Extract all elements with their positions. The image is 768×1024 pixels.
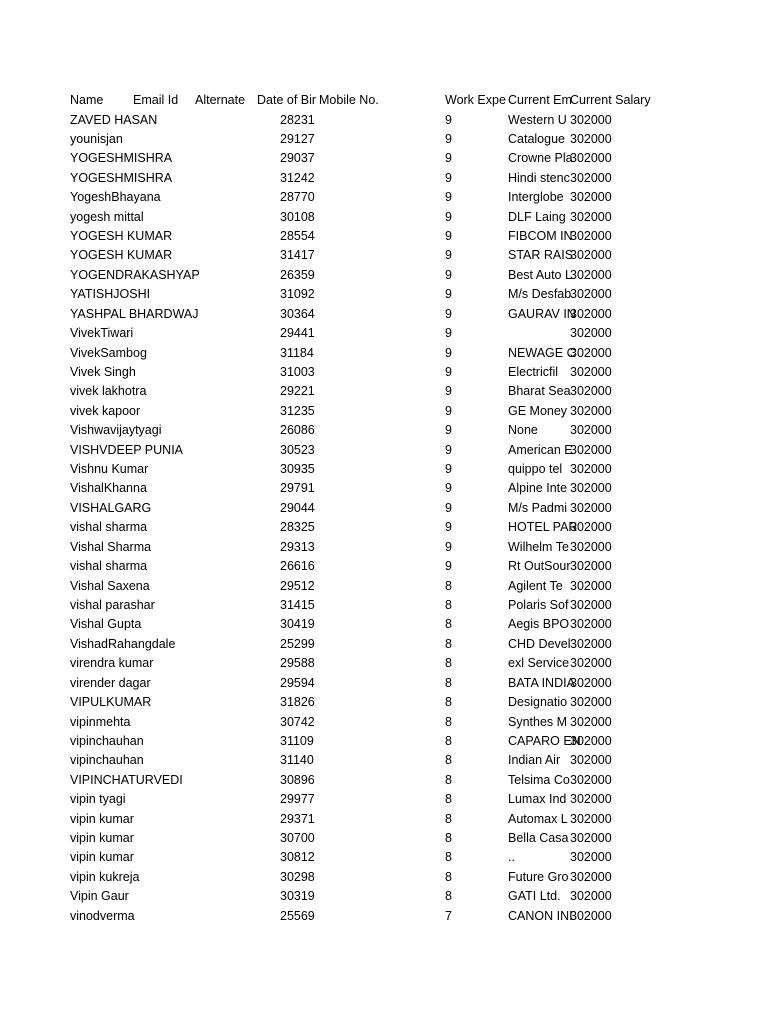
cell-name: VISHALGARG xyxy=(70,500,152,515)
cell-salary: 302000 xyxy=(570,889,612,904)
column-header-dob: Date of Bir xyxy=(257,93,317,107)
cell-name: YOGENDRAKASHYAP xyxy=(70,267,200,282)
cell-employer: Western U xyxy=(508,112,567,127)
table-row xyxy=(0,130,768,149)
cell-salary: 302000 xyxy=(570,384,612,399)
cell-salary: 302000 xyxy=(570,636,612,651)
cell-experience: 9 xyxy=(445,423,452,438)
table-row xyxy=(0,577,768,596)
cell-name: VishadRahangdale xyxy=(70,636,176,651)
cell-experience: 9 xyxy=(445,481,452,496)
cell-salary: 302000 xyxy=(570,772,612,787)
cell-dob: 30935 xyxy=(280,462,315,477)
cell-employer: M/s Desfab xyxy=(508,287,572,302)
table-row xyxy=(0,169,768,188)
cell-salary: 302000 xyxy=(570,559,612,574)
table-row xyxy=(0,693,768,712)
table-row xyxy=(0,635,768,654)
cell-salary: 302000 xyxy=(570,869,612,884)
cell-name: younisjan xyxy=(70,131,123,146)
cell-employer: Rt OutSour xyxy=(508,559,571,574)
cell-dob: 29371 xyxy=(280,811,315,826)
table-row xyxy=(0,596,768,615)
cell-name: vipin kukreja xyxy=(70,869,140,884)
cell-employer: Wilhelm Te xyxy=(508,539,569,554)
cell-dob: 31140 xyxy=(280,753,314,768)
column-header-salary: Current Salary xyxy=(570,93,651,107)
table-row xyxy=(0,285,768,304)
cell-salary: 302000 xyxy=(570,908,612,923)
cell-dob: 29127 xyxy=(280,131,315,146)
cell-salary: 302000 xyxy=(570,520,612,535)
cell-employer: STAR RAIS xyxy=(508,248,574,263)
cell-experience: 8 xyxy=(445,578,452,593)
column-header-name: Name xyxy=(70,93,104,107)
cell-salary: 302000 xyxy=(570,267,612,282)
cell-dob: 30896 xyxy=(280,772,315,787)
cell-name: YATISHJOSHI xyxy=(70,287,151,302)
cell-employer: CAPARO EN xyxy=(508,733,581,748)
cell-dob: 29512 xyxy=(280,578,315,593)
cell-salary: 302000 xyxy=(570,539,612,554)
cell-experience: 9 xyxy=(445,520,452,535)
cell-experience: 8 xyxy=(445,831,452,846)
cell-salary: 302000 xyxy=(570,131,612,146)
cell-employer: HOTEL PAR xyxy=(508,520,578,535)
table-row xyxy=(0,518,768,537)
cell-experience: 8 xyxy=(445,889,452,904)
cell-salary: 302000 xyxy=(570,345,612,360)
cell-dob: 26616 xyxy=(280,559,315,574)
table-row xyxy=(0,382,768,401)
cell-salary: 302000 xyxy=(570,617,612,632)
cell-experience: 8 xyxy=(445,675,452,690)
cell-employer: quippo tel xyxy=(508,462,563,477)
cell-dob: 30419 xyxy=(280,617,315,632)
cell-experience: 8 xyxy=(445,656,452,671)
cell-name: vinodverma xyxy=(70,908,135,923)
table-row xyxy=(0,305,768,324)
cell-name: Vipin Gaur xyxy=(70,889,129,904)
cell-employer: Agilent Te xyxy=(508,578,563,593)
cell-name: yogesh mittal xyxy=(70,209,144,224)
cell-employer: Alpine Inte xyxy=(508,481,568,496)
table-row xyxy=(0,771,768,790)
cell-name: vivek lakhotra xyxy=(70,384,147,399)
cell-salary: 302000 xyxy=(570,598,612,612)
table-row xyxy=(0,363,768,382)
cell-salary: 302000 xyxy=(570,442,612,457)
cell-name: YOGESH KUMAR xyxy=(70,229,173,244)
cell-name: VISHVDEEP PUNIA xyxy=(70,442,184,457)
table-row xyxy=(0,324,768,343)
cell-dob: 29977 xyxy=(280,792,315,807)
cell-salary: 302000 xyxy=(570,481,612,496)
cell-employer: Best Auto L xyxy=(508,267,572,282)
cell-salary: 302000 xyxy=(570,462,612,477)
cell-name: vipinmehta xyxy=(70,714,131,729)
cell-dob: 26086 xyxy=(280,423,315,438)
cell-salary: 302000 xyxy=(570,287,612,302)
column-header-alternate: Alternate xyxy=(195,93,246,107)
cell-experience: 9 xyxy=(445,462,452,477)
cell-dob: 31003 xyxy=(280,364,315,379)
cell-experience: 9 xyxy=(445,151,452,166)
column-header-mobile: Mobile No. xyxy=(319,93,379,107)
table-row xyxy=(0,615,768,634)
cell-name: Vivek Singh xyxy=(70,364,136,379)
cell-employer: FIBCOM IN xyxy=(508,229,573,244)
cell-employer: exl Service xyxy=(508,656,570,671)
cell-dob: 31235 xyxy=(280,403,315,418)
cell-salary: 302000 xyxy=(570,326,612,341)
table-row xyxy=(0,751,768,770)
cell-experience: 9 xyxy=(445,112,452,127)
cell-experience: 7 xyxy=(445,908,452,923)
cell-name: Vishal Gupta xyxy=(70,617,142,632)
cell-experience: 8 xyxy=(445,733,452,748)
cell-experience: 9 xyxy=(445,287,452,302)
cell-name: YOGESHMISHRA xyxy=(70,170,173,185)
cell-experience: 8 xyxy=(445,792,452,807)
cell-dob: 31092 xyxy=(280,287,315,302)
cell-dob: 28325 xyxy=(280,520,315,535)
cell-salary: 302000 xyxy=(570,733,612,748)
cell-name: VIPINCHATURVEDI xyxy=(70,772,183,787)
cell-employer: Bharat Sea xyxy=(508,384,571,399)
table-row xyxy=(0,227,768,246)
cell-dob: 30812 xyxy=(280,850,315,865)
cell-dob: 30108 xyxy=(280,209,315,224)
cell-dob: 30298 xyxy=(280,869,315,884)
column-header-experience: Work Expe xyxy=(445,93,506,107)
cell-salary: 302000 xyxy=(570,695,612,710)
cell-employer: .. xyxy=(508,850,515,865)
cell-dob: 30523 xyxy=(280,442,315,457)
table-row xyxy=(0,402,768,421)
table-row xyxy=(0,557,768,576)
cell-dob: 28554 xyxy=(280,229,315,244)
cell-employer: NEWAGE C xyxy=(508,345,576,360)
cell-salary: 302000 xyxy=(570,306,612,321)
cell-dob: 30319 xyxy=(280,889,315,904)
cell-employer: BATA INDIA xyxy=(508,675,575,690)
cell-dob: 29313 xyxy=(280,539,315,554)
cell-name: vishal sharma xyxy=(70,520,148,535)
table-row xyxy=(0,421,768,440)
cell-dob: 31109 xyxy=(280,733,314,748)
cell-salary: 302000 xyxy=(570,170,612,185)
table-row xyxy=(0,848,768,867)
cell-salary: 302000 xyxy=(570,578,612,593)
cell-dob: 31417 xyxy=(280,248,315,263)
header-row xyxy=(0,91,768,110)
cell-employer: Catalogue xyxy=(508,131,565,146)
cell-employer: Synthes M xyxy=(508,714,568,729)
cell-employer: Automax L xyxy=(508,811,568,826)
cell-experience: 9 xyxy=(445,248,452,263)
cell-experience: 8 xyxy=(445,617,452,632)
cell-salary: 302000 xyxy=(570,190,612,205)
cell-name: vishal parashar xyxy=(70,598,155,612)
cell-salary: 302000 xyxy=(570,850,612,865)
table-row xyxy=(0,111,768,130)
table-row xyxy=(0,887,768,906)
cell-experience: 9 xyxy=(445,190,452,205)
cell-experience: 8 xyxy=(445,636,452,651)
cell-name: Vishal Saxena xyxy=(70,578,150,593)
cell-name: vipinchauhan xyxy=(70,733,144,748)
cell-name: Vishnu Kumar xyxy=(70,462,149,477)
cell-dob: 28231 xyxy=(280,112,315,127)
cell-experience: 9 xyxy=(445,229,452,244)
cell-salary: 302000 xyxy=(570,753,612,768)
cell-name: VivekTiwari xyxy=(70,326,134,341)
cell-salary: 302000 xyxy=(570,423,612,438)
cell-experience: 9 xyxy=(445,267,452,282)
cell-dob: 29791 xyxy=(280,481,315,496)
table-row xyxy=(0,208,768,227)
cell-name: YOGESHMISHRA xyxy=(70,151,173,166)
cell-salary: 302000 xyxy=(570,500,612,515)
cell-name: ZAVED HASAN xyxy=(70,112,158,127)
cell-salary: 302000 xyxy=(570,229,612,244)
cell-dob: 26359 xyxy=(280,267,315,282)
cell-dob: 29044 xyxy=(280,500,315,515)
cell-employer: CANON INI xyxy=(508,908,573,923)
cell-name: VishalKhanna xyxy=(70,481,147,496)
cell-employer: GATI Ltd. xyxy=(508,889,561,904)
cell-dob: 29221 xyxy=(280,384,315,399)
cell-name: vishal sharma xyxy=(70,559,148,574)
cell-employer: Hindi stenc xyxy=(508,170,570,185)
cell-experience: 9 xyxy=(445,170,452,185)
cell-name: Vishal Sharma xyxy=(70,539,152,554)
table-row xyxy=(0,499,768,518)
table-row xyxy=(0,810,768,829)
cell-experience: 9 xyxy=(445,500,452,515)
table-row xyxy=(0,674,768,693)
cell-dob: 31415 xyxy=(280,598,315,612)
cell-name: YASHPAL BHARDWAJ xyxy=(70,306,199,321)
cell-dob: 30364 xyxy=(280,306,315,321)
cell-name: YogeshBhayana xyxy=(70,190,161,205)
cell-salary: 302000 xyxy=(570,112,612,127)
cell-employer xyxy=(508,324,567,343)
cell-employer: M/s Padmi xyxy=(508,500,568,515)
cell-name: vipin tyagi xyxy=(70,792,126,807)
cell-experience: 9 xyxy=(445,306,452,321)
cell-experience: 8 xyxy=(445,753,452,768)
cell-salary: 302000 xyxy=(570,831,612,846)
cell-employer: Designatio xyxy=(508,695,568,710)
table-row xyxy=(0,441,768,460)
cell-employer: GE Money xyxy=(508,403,568,418)
cell-salary: 302000 xyxy=(570,714,612,729)
cell-experience: 9 xyxy=(445,345,452,360)
table-row xyxy=(0,790,768,809)
table-row xyxy=(0,713,768,732)
cell-employer: DLF Laing xyxy=(508,209,566,224)
cell-salary: 302000 xyxy=(570,209,612,224)
cell-employer: Crowne Pla xyxy=(508,151,573,166)
table-row xyxy=(0,266,768,285)
cell-experience: 9 xyxy=(445,326,452,341)
cell-employer: Aegis BPO xyxy=(508,617,570,632)
cell-experience: 8 xyxy=(445,695,452,710)
table-row xyxy=(0,479,768,498)
cell-experience: 9 xyxy=(445,539,452,554)
cell-employer: CHD Devel xyxy=(508,636,571,651)
cell-employer: American E xyxy=(508,442,573,457)
cell-experience: 9 xyxy=(445,131,452,146)
cell-name: YOGESH KUMAR xyxy=(70,248,173,263)
cell-salary: 302000 xyxy=(570,151,612,166)
cell-experience: 8 xyxy=(445,772,452,787)
column-header-email: Email Id xyxy=(133,93,179,107)
cell-salary: 302000 xyxy=(570,656,612,671)
table-row xyxy=(0,538,768,557)
cell-experience: 9 xyxy=(445,384,452,399)
cell-dob: 31826 xyxy=(280,695,315,710)
cell-salary: 302000 xyxy=(570,364,612,379)
cell-name: vipin kumar xyxy=(70,811,134,826)
cell-employer: Future Gro xyxy=(508,869,569,884)
table-row xyxy=(0,246,768,265)
cell-employer: Indian Air xyxy=(508,753,561,768)
cell-dob: 29441 xyxy=(280,326,315,341)
column-header-employer: Current Em xyxy=(508,93,572,107)
cell-name: virendra kumar xyxy=(70,656,154,671)
cell-salary: 302000 xyxy=(570,792,612,807)
cell-name: vipin kumar xyxy=(70,850,134,865)
cell-experience: 9 xyxy=(445,364,452,379)
table-row xyxy=(0,868,768,887)
cell-experience: 8 xyxy=(445,869,452,884)
cell-experience: 9 xyxy=(445,442,452,457)
cell-employer: Lumax Ind xyxy=(508,792,567,807)
cell-dob: 25569 xyxy=(280,908,315,923)
cell-dob: 25299 xyxy=(280,636,315,651)
cell-dob: 29037 xyxy=(280,151,315,166)
cell-name: vivek kapoor xyxy=(70,403,141,418)
table-row xyxy=(0,344,768,363)
cell-salary: 302000 xyxy=(570,403,612,418)
table-row xyxy=(0,732,768,751)
cell-employer: None xyxy=(508,423,538,438)
cell-employer: Interglobe xyxy=(508,190,564,205)
cell-employer: Electricfil xyxy=(508,364,559,379)
cell-dob: 31242 xyxy=(280,170,315,185)
cell-dob: 31184 xyxy=(280,345,314,360)
cell-name: vipinchauhan xyxy=(70,753,144,768)
cell-experience: 9 xyxy=(445,403,452,418)
cell-experience: 8 xyxy=(445,811,452,826)
cell-employer: Telsima Co xyxy=(508,772,570,787)
cell-employer: Bella Casa xyxy=(508,831,569,846)
cell-dob: 29594 xyxy=(280,675,315,690)
cell-experience: 8 xyxy=(445,850,452,865)
cell-employer: Polaris Sof xyxy=(508,598,569,612)
cell-dob: 28770 xyxy=(280,190,315,205)
table-row xyxy=(0,188,768,207)
table-row xyxy=(0,149,768,168)
cell-salary: 302000 xyxy=(570,811,612,826)
cell-experience: 9 xyxy=(445,209,452,224)
cell-name: virender dagar xyxy=(70,675,151,690)
cell-salary: 302000 xyxy=(570,675,612,690)
table-row xyxy=(0,907,768,926)
cell-name: VivekSambog xyxy=(70,345,147,360)
cell-experience: 9 xyxy=(445,559,452,574)
table-row xyxy=(0,829,768,848)
cell-dob: 29588 xyxy=(280,656,315,671)
cell-experience: 8 xyxy=(445,598,452,612)
table-row xyxy=(0,460,768,479)
cell-name: Vishwavijaytyagi xyxy=(70,423,162,438)
cell-dob: 30700 xyxy=(280,831,315,846)
table-row xyxy=(0,654,768,673)
cell-name: VIPULKUMAR xyxy=(70,695,152,710)
cell-salary: 302000 xyxy=(570,248,612,263)
cell-experience: 8 xyxy=(445,714,452,729)
cell-employer: GAURAV IN xyxy=(508,306,576,321)
cell-dob: 30742 xyxy=(280,714,315,729)
cell-name: vipin kumar xyxy=(70,831,134,846)
